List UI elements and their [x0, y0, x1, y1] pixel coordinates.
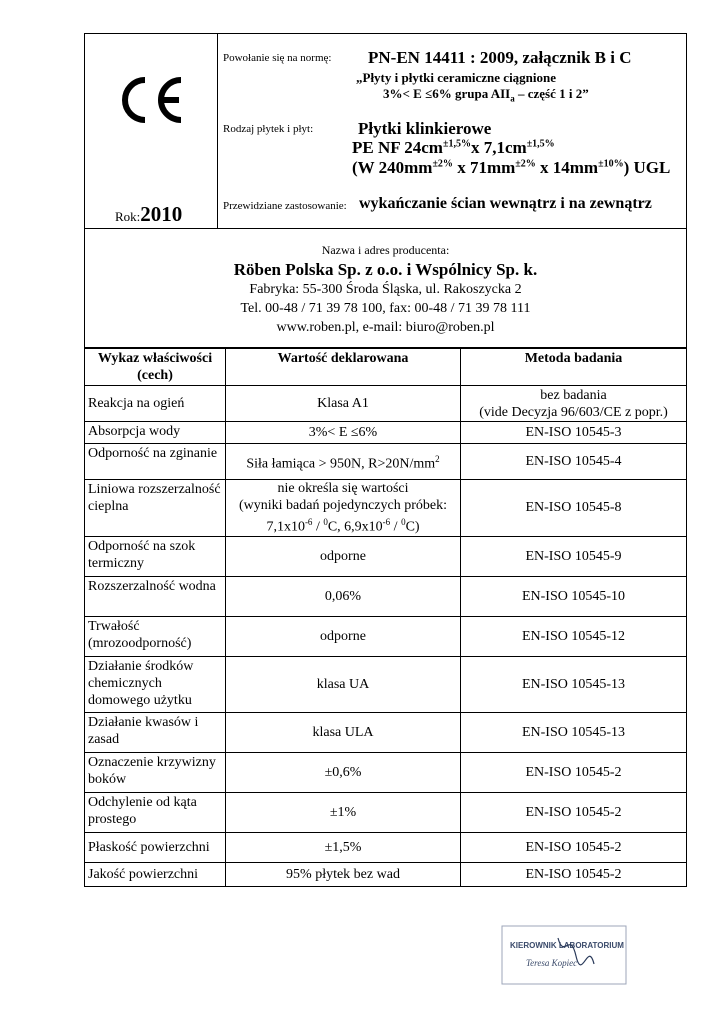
table-row: Działanie kwasów i zasad klasa ULA EN-ISO 10545-13	[85, 712, 687, 752]
type-dimensions-2: (W $240mm^{\pm 2\%}$ x $71mm^{\pm 2\%}$ x $14mm^{\pm 10\%}$) UGL	[352, 158, 671, 177]
producer-name: Röben Polska Sp. z o.o. i Wspólnicy Sp. k.	[233, 260, 538, 279]
year-label: Rok:	[115, 209, 141, 224]
producer-web: www.roben.pl, e-mail: biuro@roben.pl	[276, 320, 495, 335]
norm-subtitle-1: „Płyty i płytki ceramiczne ciągnione	[356, 70, 557, 85]
norm-cell	[218, 34, 687, 229]
table-row: Odporność na szok termiczny odporne EN-ISO 10545-9	[85, 536, 687, 576]
table-row: Jakość powierzchni 95% płytek bez wad EN-ISO 10545-2	[85, 862, 687, 886]
properties-table	[84, 348, 687, 887]
type-dimensions-1: PE NF $24cm^{\pm 1,5\%}x$ $7,1cm^{\pm 1,5\%}$	[352, 138, 555, 157]
producer-cell	[85, 229, 687, 348]
year-field	[115, 202, 182, 227]
use-label: Przewidziane zastosowanie:	[223, 200, 347, 212]
type-label: Rodzaj płytek i płyt:	[223, 123, 314, 135]
header-value: Wartość deklarowana	[226, 349, 461, 386]
norm-title: PN-EN 14411 : 2009, załącznik B i C	[368, 48, 632, 67]
producer-address: Fabryka: 55-300 Środa Śląska, ul. Rakoszycka 2	[249, 282, 522, 297]
declaration-document	[84, 33, 687, 887]
table-row: Oznaczenie krzywizny boków ±0,6% EN-ISO 10545-2	[85, 752, 687, 792]
table-row: Trwałość (mrozoodporność) odporne EN-ISO 10545-12	[85, 616, 687, 656]
table-row: Reakcja na ogień Klasa A1 bez badania (vide Decyzja 96/603/CE z popr.)	[85, 386, 687, 422]
table-row: Płaskość powierzchni ±1,5% EN-ISO 10545-2	[85, 832, 687, 862]
table-row: Odchylenie od kąta prostego ±1% EN-ISO 10545-2	[85, 792, 687, 832]
year-value: 2010	[140, 202, 183, 226]
laboratory-stamp	[498, 920, 638, 1008]
table-row: Działanie środków chemicznych domowego użytku klasa UA EN-ISO 10545-13	[85, 656, 687, 712]
norm-subtitle-2: 3%< E ≤6% grupa $AII_a$ – część 1 i 2”	[383, 86, 589, 104]
table-row: Odporność na zginanie Siła łamiąca > 950N, $R>20N/mm^2$ EN-ISO 10545-4	[85, 444, 687, 480]
ce-mark-logo	[115, 76, 187, 124]
stamp-title: KIEROWNIK LABORATORIUM	[510, 941, 624, 950]
type-title: Płytki klinkierowe	[358, 119, 492, 138]
table-header-row	[85, 349, 687, 386]
table-row: Liniowa rozszerzalność cieplna nie określa się wartości (wyniki badań pojedynczych próbek: $7,1x10^{-6} / ^0C$, $6,9x10^{-6} / ^0C$) EN-ISO 10545-8	[85, 480, 687, 537]
ce-cell	[85, 34, 218, 229]
stamp-person: Teresa Kopiec	[526, 958, 578, 968]
header-table	[84, 33, 687, 348]
table-row: Absorpcja wody 3%< E ≤6% EN-ISO 10545-3	[85, 422, 687, 444]
header-method: Metoda badania	[461, 349, 687, 386]
use-value: wykańczanie ścian wewnątrz i na zewnątrz	[359, 195, 652, 212]
producer-label: Nazwa i adres producenta:	[321, 243, 450, 257]
table-row: Rozszerzalność wodna 0,06% EN-ISO 10545-10	[85, 576, 687, 616]
header-property: Wykaz właściwości (cech)	[85, 349, 226, 386]
producer-phone: Tel. 00-48 / 71 39 78 100, fax: 00-48 / 71 39 78 111	[240, 301, 531, 316]
norm-label: Powołanie się na normę:	[223, 52, 332, 64]
